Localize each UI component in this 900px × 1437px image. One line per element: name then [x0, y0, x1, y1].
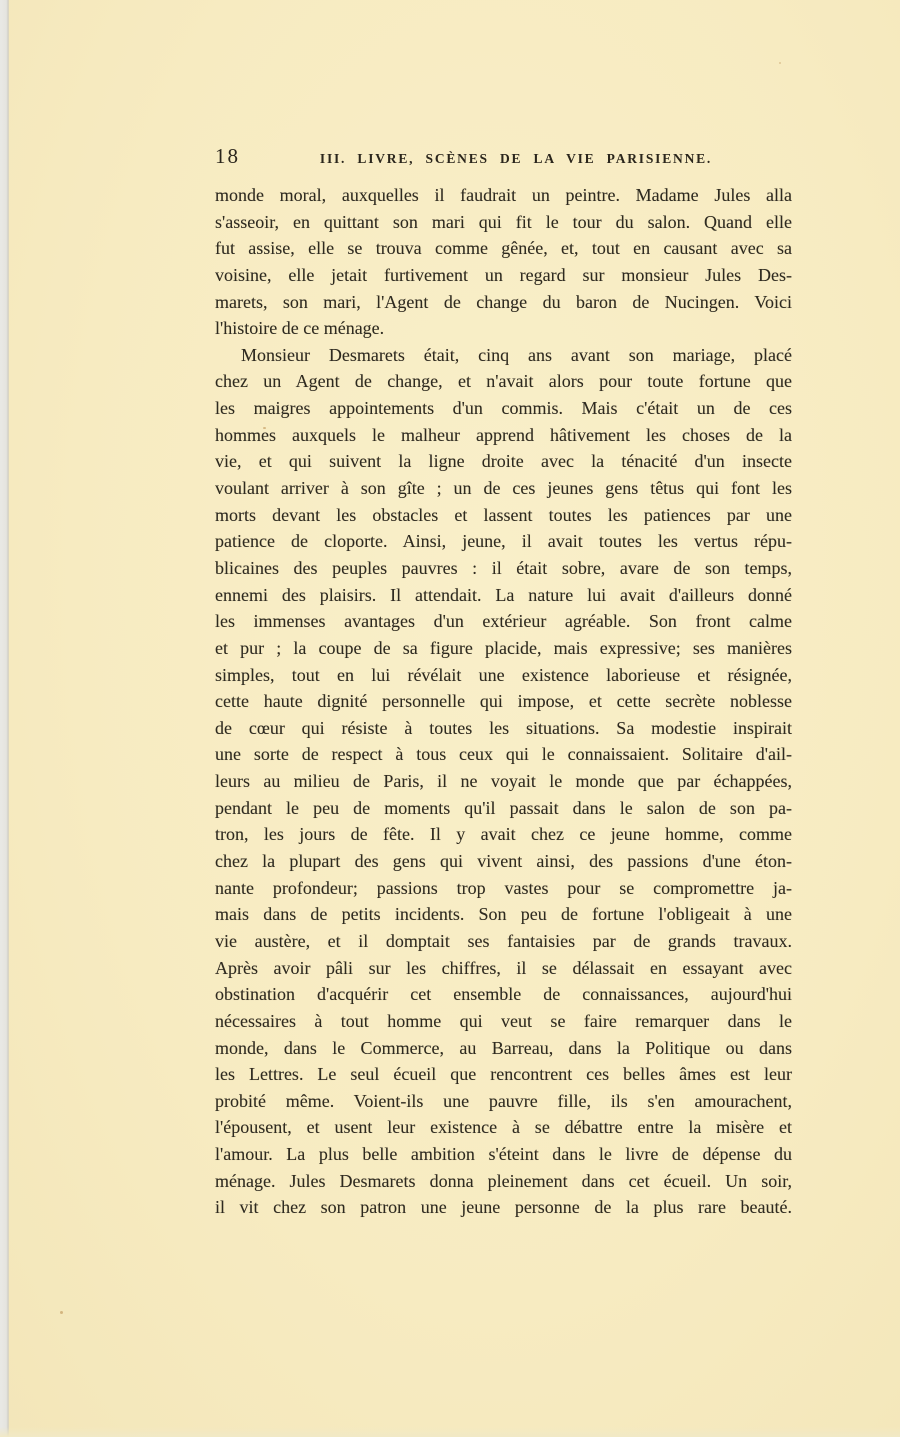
text-line: fut assise, elle se trouva comme gênée, et, tout en causant avec sa	[215, 238, 792, 259]
text-line: probité même. Voient-ils une pauvre fille, ils s'en amourachent,	[215, 1090, 792, 1111]
text-line: voulant arriver à son gîte ; un de ces jeunes gens têtus qui font les	[215, 478, 792, 499]
text-line: l'amour. La plus belle ambition s'éteint dans le livre de dépense du	[215, 1144, 792, 1165]
text-line: vie, et qui suivent la ligne droite avec la ténacité d'un insecte	[215, 451, 792, 472]
paper-speck	[60, 1311, 63, 1314]
text-line: de cœur qui résiste à toutes les situations. Sa modestie inspirait	[215, 717, 792, 738]
text-line: patience de cloporte. Ainsi, jeune, il avait toutes les vertus répu-	[215, 531, 792, 552]
text-line: ennemi des plaisirs. Il attendait. La nature lui avait d'ailleurs donné	[215, 584, 792, 605]
text-line: les Lettres. Le seul écueil que rencontrent ces belles âmes est leur	[215, 1064, 792, 1085]
text-line: monde moral, auxquelles il faudrait un peintre. Madame Jules alla	[215, 185, 792, 205]
text-line: les maigres appointements d'un commis. Mais c'était un de ces	[215, 398, 792, 419]
scan-bottom-edge	[0, 1427, 900, 1437]
text-line: morts devant les obstacles et lassent toutes les patiences par une	[215, 504, 792, 525]
text-line: l'histoire de ce ménage.	[215, 318, 385, 339]
text-line: mais dans de petits incidents. Son peu de fortune l'obligeait à une	[215, 904, 792, 925]
text-line: chez un Agent de change, et n'avait alors pour toute fortune que	[215, 371, 792, 392]
text-line: l'épousent, et usent leur existence à se débattre entre la misère et	[215, 1117, 792, 1138]
scanner-edge-strip	[0, 0, 9, 1437]
text-line: obstination d'acquérir cet ensemble de connaissances, aujourd'hui	[215, 984, 792, 1005]
text-line: voisine, elle jetait furtivement un regard sur monsieur Jules Des-	[215, 264, 792, 285]
text-line: et pur ; la coupe de sa figure placide, mais expressive; ses manières	[215, 637, 792, 658]
text-line: monde, dans le Commerce, au Barreau, dans la Politique ou dans	[215, 1037, 792, 1058]
text-line: nécessaires à tout homme qui veut se faire remarquer dans le	[215, 1010, 792, 1031]
text-line: hommes auxquels le malheur apprend hâtivement les choses de la	[215, 424, 792, 445]
page-header	[215, 144, 792, 169]
text-line: Monsieur Desmarets était, cinq ans avant son mariage, placé	[241, 344, 792, 365]
text-line: Après avoir pâli sur les chiffres, il se délassait en essayant avec	[215, 957, 792, 978]
text-line: blicaines des peuples pauvres : il était sobre, avare de son temps,	[215, 557, 792, 578]
text-line: tron, les jours de fête. Il y avait chez ce jeune homme, comme	[215, 824, 792, 845]
text-line: une sorte de respect à tous ceux qui le connaissaient. Solitaire d'ail-	[215, 744, 792, 765]
text-line: simples, tout en lui révélait une existence laborieuse et résignée,	[215, 664, 792, 685]
text-line: cette haute dignité personnelle qui impose, et cette secrète noblesse	[215, 691, 792, 712]
page-number: 18	[215, 144, 240, 168]
text-line: pendant le peu de moments qu'il passait dans le salon de son pa-	[215, 797, 792, 818]
text-line: ménage. Jules Desmarets donna pleinement dans cet écueil. Un soir,	[215, 1170, 792, 1191]
text-line: marets, son mari, l'Agent de change du baron de Nucingen. Voici	[215, 291, 792, 312]
text-line: il vit chez son patron une jeune personne de la plus rare beauté.	[215, 1197, 792, 1218]
running-title-wrap	[240, 150, 792, 168]
text-line: chez la plupart des gens qui vivent ainsi, des passions d'une éton-	[215, 851, 792, 872]
text-block	[215, 182, 792, 1221]
text-line: leurs au milieu de Paris, il ne voyait le monde que par échappées,	[215, 771, 792, 792]
text-line: vie austère, et il domptait ses fantaisies par de grands travaux.	[215, 930, 792, 951]
text-line: les immenses avantages d'un extérieur agréable. Son front calme	[215, 611, 792, 632]
text-line: s'asseoir, en quittant son mari qui fit le tour du salon. Quand elle	[215, 211, 792, 232]
paper-speck	[779, 62, 781, 64]
running-title: III. LIVRE, SCÈNES DE LA VIE PARISIENNE.	[319, 151, 713, 166]
text-line: nante profondeur; passions trop vastes pour se compromettre ja-	[215, 877, 792, 898]
